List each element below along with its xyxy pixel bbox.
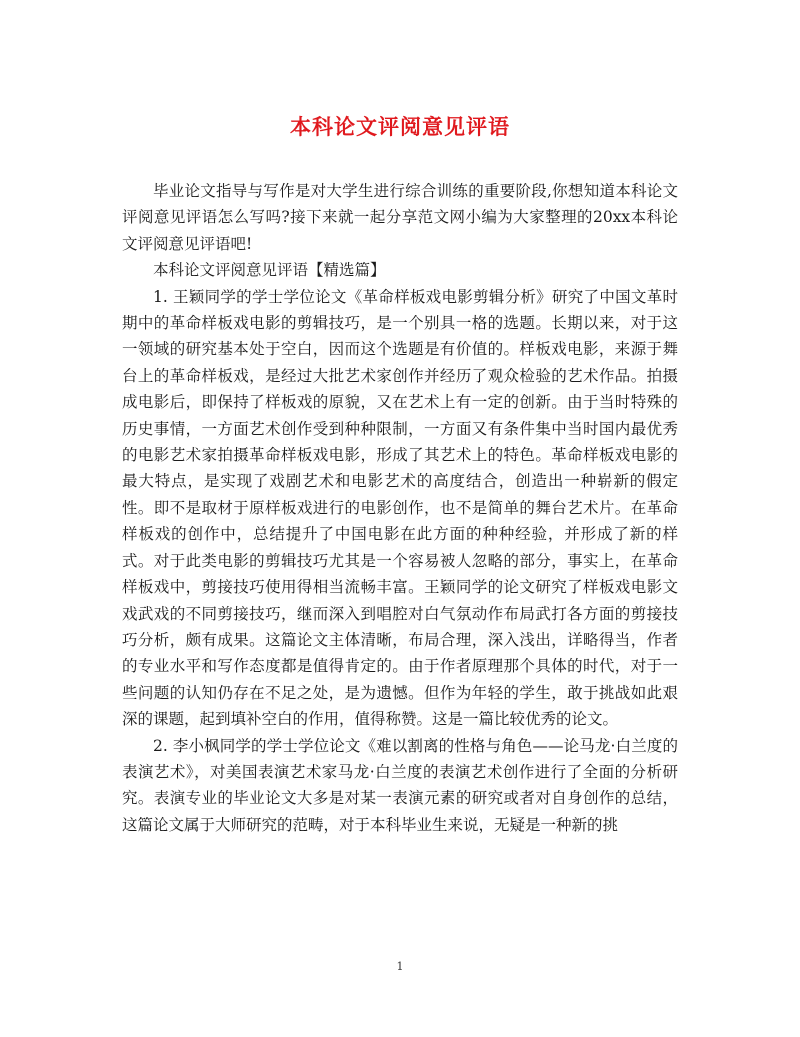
document-title: 本科论文评阅意见评语 [290,114,510,139]
comment-paragraph-2: 2. 李小枫同学的学士学位论文《难以割离的性格与角色——论马龙·白兰度的表演艺术》，对美国表演艺术家马龙·白兰度的表演艺术创作进行了全面的分析研究。表演专业的毕业论文大多是对某一表演元素的研究或者对自身创作的总结，这篇论文属于大师研究的范畴，对于本科毕业生来说，无疑是一种新的挑 [122,736,678,834]
section-heading: 本科论文评阅意见评语【精选篇】 [153,261,386,280]
comment-paragraph-1: 1. 王颖同学的学士学位论文《革命样板戏电影剪辑分析》研究了中国文革时期中的革命样板戏电影的剪辑技巧，是一个别具一格的选题。长期以来，对于这一领域的研究基本处于空白，因而这个选题是有价值的。样板戏电影，来源于舞台上的革命样板戏，是经过大批艺术家创作并经历了观众检验的艺术作品。拍摄成电影后，即保持了样板戏的原貌，又在艺术上有一定的创新。由于当时特殊的历史事情，一方面艺术创作受到种种限制，一方面又有条件集中当时国内最优秀的电影艺术家拍摄革命样板戏电影，形成了其艺术上的特色。革命样板戏电影的最大特点，是实现了戏剧艺术和电影艺术的高度结合，创造出一种崭新的假定性。即不是取材于原样板戏进行的电影创作，也不是简单的舞台艺术片。在革命样板戏的创作中，总结提升了中国电影在此方面的种种经验，并形成了新的样式。对于此类电影的剪辑技巧尤其是一个容易被人忽略的部分，事实上，在革命样板戏中，剪接技巧使用得相当流畅丰富。王颖同学的论文研究了样板戏电影文戏武戏的不同剪接技巧，继而深入到唱腔对白气氛动作布局武打各方面的剪接技巧分析，颇有成果。这篇论文主体清晰，布局合理，深入浅出，详略得当，作者的专业水平和写作态度都是值得肯定的。由于作者原理那个具体的时代，对于一些问题的认知仍存在不足之处，是为遗憾。但作为年轻的学生，敢于挑战如此艰深的课题，起到填补空白的作用，值得称赞。这是一篇比较优秀的论文。 [122,287,678,729]
document-body [122,178,678,838]
page-number: 1 [396,960,404,973]
intro-paragraph: 毕业论文指导与写作是对大学生进行综合训练的重要阶段,你想知道本科论文评阅意见评语怎么写吗?接下来就一起分享范文网小编为大家整理的20xx本科论文评阅意见评语吧! [122,182,678,253]
